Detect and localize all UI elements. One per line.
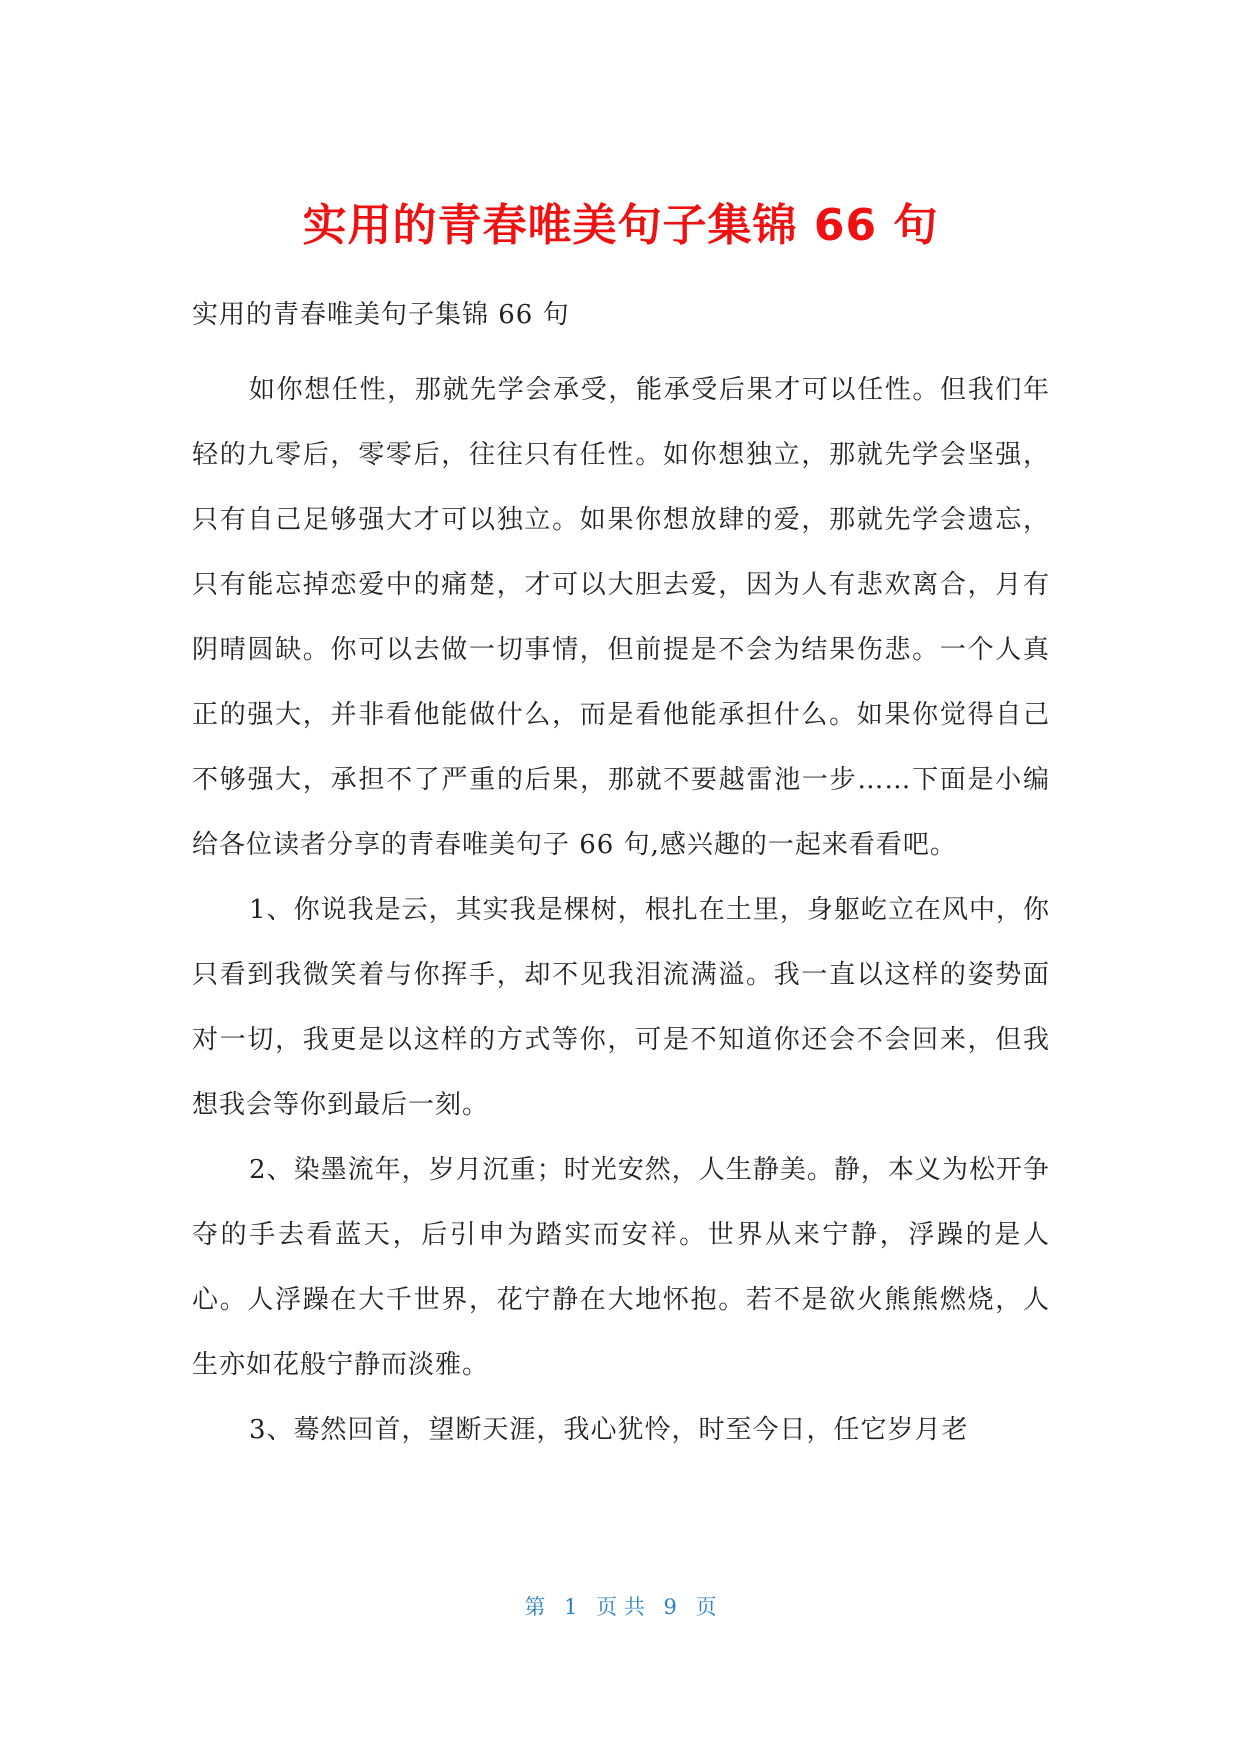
footer-prefix: 第 [524, 1595, 546, 1619]
document-title: 实用的青春唯美句子集锦 66 句 [302, 200, 939, 251]
document-subtitle: 实用的青春唯美句子集锦 66 句 [192, 300, 570, 330]
footer-suffix: 页 [695, 1595, 717, 1619]
paragraph-1: 1、你说我是云，其实我是棵树，根扎在土里，身躯屹立在风中，你只看到我微笑着与你挥手，却不见我泪流满溢。我一直以这样的姿势面对一切，我更是以这样的方式等你，可是不知道你还会不会回来，但我想我会等你到最后一刻。 [192, 895, 1050, 1120]
paragraph-3: 3、蓦然回首，望断天涯，我心犹怜，时至今日，任它岁月老 [249, 1415, 969, 1445]
document-body [192, 283, 1050, 1463]
footer-middle: 页 共 [596, 1595, 645, 1619]
footer-total-pages: 9 [663, 1595, 677, 1619]
paragraph-2: 2、染墨流年，岁月沉重；时光安然，人生静美。静，本义为松开争夺的手去看蓝天，后引申为踏实而安祥。世界从来宁静，浮躁的是人心。人浮躁在大千世界，花宁静在大地怀抱。若不是欲火熊熊燃烧，人生亦如花般宁静而淡雅。 [192, 1155, 1050, 1380]
page-footer [0, 1592, 1241, 1622]
paragraph-intro: 如你想任性，那就先学会承受，能承受后果才可以任性。但我们年轻的九零后，零零后，往往只有任性。如你想独立，那就先学会坚强，只有自己足够强大才可以独立。如果你想放肆的爱，那就先学会遗忘，只有能忘掉恋爱中的痛楚，才可以大胆去爱，因为人有悲欢离合，月有阴晴圆缺。你可以去做一切事情，但前提是不会为结果伤悲。一个人真正的强大，并非看他能做什么，而是看他能承担什么。如果你觉得自己不够强大，承担不了严重的后果，那就不要越雷池一步……下面是小编给各位读者分享的青春唯美句子 66 句,感兴趣的一起来看看吧。 [192, 375, 1050, 860]
footer-page-number: 1 [564, 1595, 578, 1619]
